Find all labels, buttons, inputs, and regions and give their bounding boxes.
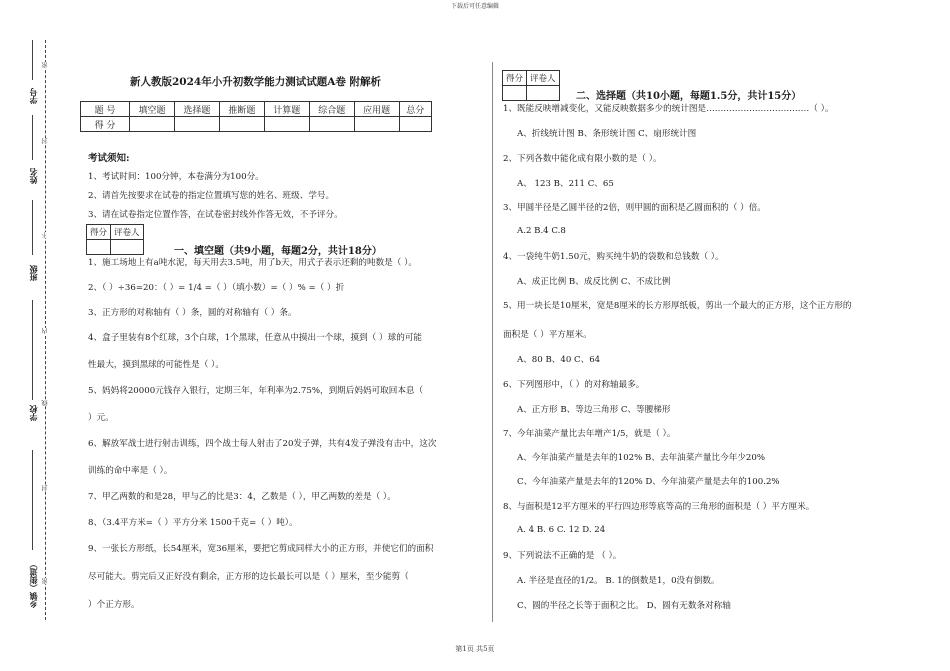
choice-question-line: 1、既能反映增减变化，又能反映数据多少的统计图是………………………………（ ）。 [503,104,834,114]
choice-options-line: A. 4 B. 6 C. 12 D. 24 [517,525,606,535]
student-id-label: 学号 [28,88,38,104]
fill-question-line: 尽可能大。剪完后又正好没有剩余，正方形的边长最长可以是（ ）厘米，至少能剪（ [88,572,409,582]
choice-question-line: 5、用一块长是10厘米，宽是8厘米的长方形厚纸板，剪出一个最大的正方形，这个正方形的 [503,301,852,311]
seal-char: 封 [42,485,49,491]
seal-char: 不 [42,232,49,238]
class-blank [32,200,33,255]
seal-char: 封 [42,138,49,144]
exam-title: 新人教版2024年小升初数学能力测试试题A卷 附解析 [130,76,382,88]
fill-question-line: ）个正方形。 [88,600,140,610]
choice-options-line: A、成正比例 B、成反比例 C、不成比例 [517,277,671,287]
grader-reviewer-label: 评卷人 [527,71,560,86]
fill-question-line: ）元。 [88,413,114,423]
score-blank-cell[interactable] [264,117,309,132]
score-cell: 应用题 [354,102,399,117]
seal-char: 内 [42,328,49,334]
fill-question-line: 8、（3.4平方米=（ ）平方分米 1500千克=（ ）吨）。 [88,518,298,528]
fill-question-line: 5、妈妈将20000元钱存入银行，定期三年，年利率为2.75%，到期后妈妈可取回本息（ [88,386,424,396]
choice-question-line: 7、今年油菜产量比去年增产1/5，就是（ ）。 [503,429,676,439]
fill-question-line: 性最大，摸到黑球的可能性是（ ）。 [88,360,224,370]
fill-question-line: 9、一张长方形纸，长54厘米，宽36厘米，要把它剪成同样大小的正方形，并使它们的面积 [88,544,434,554]
fill-question-line: 4、盒子里装有8个红球，3个白球，1个黑球，任意从中摸出一个球，摸到（ ）球的可能 [88,333,422,343]
choice-question-line: 9、下列说法不正确的是 （ ）。 [503,551,622,561]
grader-blank[interactable] [503,86,527,101]
choice-question-line: 面积是（ ）平方厘米。 [503,330,592,340]
section2-heading: 二、选择题（共10小题，每题1.5分，共计15分） [576,91,802,102]
score-blank-cell[interactable] [219,117,264,132]
town-blank [32,450,33,550]
choice-options-line: A、折线统计图 B、条形统计图 C、扇形统计图 [517,129,697,139]
notice-item: 2、请首先按要求在试卷的指定位置填写您的姓名、班级、学号。 [88,191,335,201]
school-label: 学校 [28,405,38,421]
grader-box-1 [86,224,144,255]
choice-question-line: 4、一袋纯牛奶1.50元，购买纯牛奶的袋数和总钱数（ ）。 [503,252,724,262]
download-note: 下载后可任意编辑 [450,3,499,10]
fill-question-line: 2、（ ）÷36=20：（ ）= 1/4 =（ ）（填小数）=（ ）% =（ ）折 [88,283,345,293]
choice-options-line: A.2 B.4 C.8 [517,226,566,236]
fill-question-line: 训练的命中率是（ ）。 [88,466,173,476]
choice-question-line: 2、下列各数中能化成有限小数的是（ ）。 [503,154,662,164]
choice-options-line: C、圆的半径之长等于面积之比。 D、圆有无数条对称轴 [517,601,731,611]
score-row-label: 得 分 [81,117,130,132]
fill-question-line: 6、解放军战士进行射击训练，四个战士每人射击了20发子弹，共有4发子弹没有击中，这次 [88,439,437,449]
score-table-score-row [81,117,432,132]
score-table [80,101,432,132]
score-blank-cell[interactable] [309,117,354,132]
score-cell: 综合题 [309,102,354,117]
grader-blank[interactable] [527,86,560,101]
score-cell: 选择题 [174,102,219,117]
grader-blank[interactable] [87,240,111,255]
column-divider [492,62,493,622]
choice-options-line: A. 半径是直径的1/2。 B. 1的倒数是1，0没有倒数。 [517,576,720,586]
name-blank [32,115,33,160]
choice-question-line: 6、下列图形中，（ ）的对称轴最多。 [503,380,645,390]
name-label: 姓名 [28,168,38,184]
notice-heading: 考试须知: [88,153,130,164]
fill-question-line: 7、甲乙两数的和是28，甲与乙的比是3：4，乙数是（ ），甲乙两数的差是（ ）。 [88,492,396,502]
page-number: 第1页 共5页 [455,645,495,653]
choice-options-line: A、80 B、40 C、64 [517,355,601,365]
score-cell: 填空题 [130,102,175,117]
score-blank-cell[interactable] [174,117,219,132]
school-blank [32,300,33,400]
fill-question-line: 1、施工场地上有a吨水泥，每天用去3.5吨，用了b天，用式子表示还剩的吨数是（ ）。 [88,258,417,268]
notice-item: 3、请在试卷指定位置作答，在试卷密封线外作答无效，不予评分。 [88,210,343,220]
score-blank-cell[interactable] [130,117,175,132]
choice-options-line: A、 123 B、211 C、65 [517,179,614,189]
seal-char: 线 [42,400,49,406]
score-cell: 计算题 [264,102,309,117]
class-label: 班级 [28,265,38,281]
seal-char: 密 [42,62,49,68]
choice-options-line: C、今年油菜产量是去年的120% D、今年油菜产量是去年的100.2% [517,477,780,487]
choice-question-line: 8、与面积是12平方厘米的平行四边形等底等高的三角形的面积是（ ）平方厘米。 [503,502,815,512]
choice-options-line: A、今年油菜产量是去年的102% B、去年油菜产量比今年少20% [517,453,765,463]
grader-blank[interactable] [111,240,144,255]
choice-question-line: 3、甲圆半径是乙圆半径的2倍，则甲圆的面积是乙圆面积的（ ）倍。 [503,203,766,213]
grader-reviewer-label: 评卷人 [111,225,144,240]
grader-score-label: 得分 [503,71,527,86]
town-label: 乡镇（街道） [28,560,38,608]
score-table-header-row [81,102,432,117]
score-cell: 总分 [399,102,431,117]
notice-item: 1、考试时间：100分钟，本卷满分为100分。 [88,172,264,182]
score-cell: 题 号 [81,102,130,117]
fill-question-line: 3、正方形的对称轴有（ ）条，圆的对称轴有（ ）条。 [88,308,297,318]
grader-box-2 [502,70,560,101]
score-cell: 推断题 [219,102,264,117]
choice-options-line: A、正方形 B、等边三角形 C、等腰梯形 [517,405,671,415]
score-blank-cell[interactable] [354,117,399,132]
grader-score-label: 得分 [87,225,111,240]
section1-heading: 一、填空题（共9小题，每题2分，共计18分） [174,246,382,257]
score-blank-cell[interactable] [399,117,431,132]
student-id-blank [32,40,33,80]
seal-char: 密 [42,578,49,584]
